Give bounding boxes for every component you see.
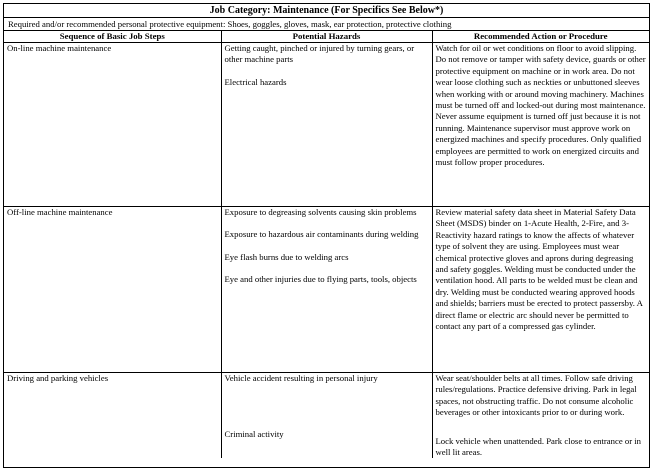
hazard-item: Exposure to hazardous air contaminants during welding (224, 229, 419, 240)
hazard-item: Electrical hazards (224, 76, 287, 87)
hazard-item: Exposure to degreasing solvents causing skin problems (224, 207, 417, 217)
hazard-item: Eye flash burns due to welding arcs (224, 251, 349, 262)
hazard-table (4, 31, 649, 458)
hazards-cell (221, 373, 432, 459)
hazard-item: Vehicle accident resulting in personal injury (224, 373, 378, 383)
hazard-item: Eye and other injuries due to flying parts, tools, objects (224, 274, 417, 285)
table-header-row (4, 31, 649, 43)
table-row (4, 43, 649, 207)
actions-cell (432, 207, 649, 373)
document-title: Job Category: Maintenance (For Specifics See Below*) (4, 4, 649, 18)
hazards-cell (221, 207, 432, 373)
hazard-item: Criminal activity (224, 429, 284, 440)
action-item: Lock vehicle when unattended. Park close to entrance or in well lit areas. (435, 435, 642, 458)
action-item: Review material safety data sheet in Material Safety Data Sheet (MSDS) binder on 1-Acute Health, 2-Fire, and 3-Reactivity hazard ratings to know the affects of whatever type of solvent they are using. Employees must wear chemical protective gloves and aprons during degreasing and safety goggles. Welding must be conducted under the ventilation hood. All parts to be welded must be clean and dry. Welding must be conducted wearing approved hoods and shields; barriers must be erected to protect passersby. A direct flame or electric arc should never be permitted to contact any part of a compressed gas cylinder. (435, 207, 643, 332)
hazards-cell (221, 43, 432, 207)
hazard-item: Getting caught, pinched or injured by turning gears, or other machine parts (224, 43, 415, 65)
job-step: On-line machine maintenance (4, 43, 221, 207)
table-row (4, 207, 649, 373)
action-item: Watch for oil or wet conditions on floor to avoid slipping. Do not remove or tamper with safety device, guards or other protective equipment on machine or in work area. Do not wear loose clothing such as neckties or unbuttoned sleeves when working with or around moving machinery. Machines must be turned off and locked-out during most maintenance. Never assume equipment is turned off just because it is not running. Maintenance supervisor must approve work on energized machines and specify procedures. Only qualified employees are permitted to work on energized circuits and must follow proper procedures. (435, 43, 646, 168)
job-hazard-document (3, 3, 650, 468)
column-header-steps: Sequence of Basic Job Steps (4, 31, 221, 43)
job-step: Driving and parking vehicles (4, 373, 221, 459)
action-item: Wear seat/shoulder belts at all times. Follow safe driving rules/regulations. Practice defensive driving. Park in legal spaces, not obstructing traffic. Do not consume alcoholic beverages or other intoxicants prior to or during work. (435, 373, 637, 418)
column-header-actions: Recommended Action or Procedure (432, 31, 649, 43)
table-row (4, 373, 649, 459)
job-step: Off-line machine maintenance (4, 207, 221, 373)
column-header-hazards: Potential Hazards (221, 31, 432, 43)
actions-cell (432, 373, 649, 459)
ppe-requirements: Required and/or recommended personal protective equipment: Shoes, goggles, gloves, mask, ear protection, protective clothing (4, 18, 649, 31)
actions-cell (432, 43, 649, 207)
